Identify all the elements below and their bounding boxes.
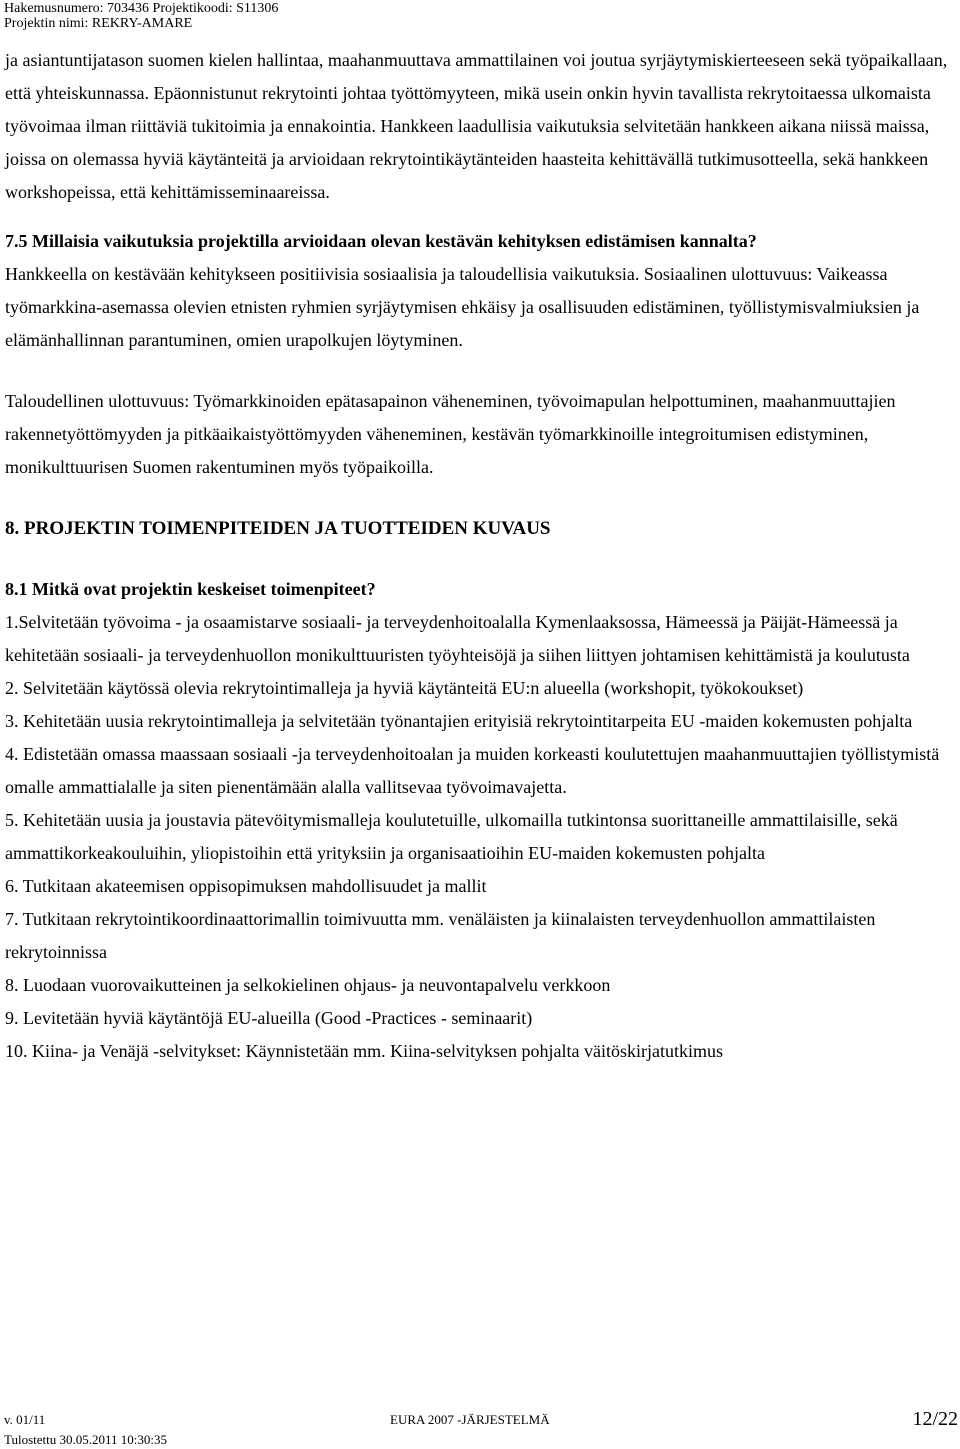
footer-printed-timestamp: Tulostettu 30.05.2011 10:30:35	[4, 1432, 168, 1447]
header-project-name: Projektin nimi: REKRY-AMARE	[4, 16, 193, 31]
document-header	[4, 1, 278, 31]
list-item: 3. Kehitetään uusia rekrytointimalleja ja selvitetään työnantajien erityisiä rekrytointitarpeita EU -maiden kokemusten pohjalta	[5, 711, 913, 731]
actions-list	[5, 606, 955, 1068]
list-item: 7. Tutkitaan rekrytointikoordinaattorimallin toimivuutta mm. venäläisten ja kiinalaisten terveydenhuollon ammattilaisten rekrytoinnissa	[5, 909, 876, 962]
list-item: 4. Edistetään omassa maassaan sosiaali -ja terveydenhoitoalan ja muiden korkeasti koulutettujen maahanmuuttajien työllistymistä omalle ammattialalle ja siten pienentämään alalla vallitsevaa työvoimavajetta.	[5, 744, 940, 797]
document-footer	[4, 1408, 958, 1448]
list-item: 2. Selvitetään käytössä olevia rekrytointimalleja ja hyviä käytänteitä EU:n alueella (workshopit, työkokoukset)	[5, 678, 804, 698]
footer-version: v. 01/11	[4, 1412, 46, 1427]
header-application-info: Hakemusnumero: 703436 Projektikoodi: S11306	[4, 1, 279, 16]
list-item: 1.Selvitetään työvoima - ja osaamistarve sosiaali- ja terveydenhoitoalalla Kymenlaaksossa, Hämeessä ja Päijät-Hämeessä ja kehitetään sosiaali- ja terveydenhuollon monikulttuuristen työyhteisöjä ja siihen liittyen johtamisen kehittämistä ja koulutusta	[5, 612, 910, 665]
section-heading-8: 8. PROJEKTIN TOIMENPITEIDEN JA TUOTTEIDEN KUVAUS	[5, 518, 551, 539]
list-item: 8. Luodaan vuorovaikutteinen ja selkokielinen ohjaus- ja neuvontapalvelu verkkoon	[5, 975, 611, 995]
footer-system-name: EURA 2007 -JÄRJESTELMÄ	[390, 1412, 550, 1427]
document-body	[5, 44, 955, 1068]
list-item: 9. Levitetään hyviä käytäntöjä EU-alueilla (Good -Practices - seminaarit)	[5, 1008, 533, 1028]
section-heading-8-1: 8.1 Mitkä ovat projektin keskeiset toimenpiteet?	[5, 579, 376, 599]
list-item: 5. Kehitetään uusia ja joustavia pätevöitymismalleja koulutetuille, ulkomailla tutkintonsa suorittaneille ammattilaisille, sekä ammattikorkeakouluihin, yliopistoihin että yrityksiin ja organisaatioihin EU-maiden kokemusten pohjalta	[5, 810, 898, 863]
paragraph-economic: Taloudellinen ulottuvuus: Työmarkkinoiden epätasapainon väheneminen, työvoimapulan helpottuminen, maahanmuuttajien rakennetyöttömyyden ja pitkäaikaistyöttömyyden väheneminen, kestävän työmarkkinoille integroitumisen edistyminen, monikulttuurisen Suomen rakentuminen myös työpaikoilla.	[5, 391, 896, 477]
footer-page-number: 12/22	[912, 1408, 958, 1430]
section-heading-7-5: 7.5 Millaisia vaikutuksia projektilla arvioidaan olevan kestävän kehityksen edistämisen kannalta?	[5, 231, 757, 251]
paragraph-impacts: ja asiantuntijatason suomen kielen hallintaa, maahanmuuttava ammattilainen voi joutua syrjäytymiskierteeseen sekä työpaikallaan, että yhteiskunnassa. Epäonnistunut rekrytointi johtaa työttömyyteen, mikä usein onkin hyvin tavallista rekrytoitaessa ulkomaista työvoimaa ilman riittäviä tukitoimia ja ennakointia. Hankkeen laadullisia vaikutuksia selvitetään hankkeen aikana niissä maissa, joissa on olemassa hyviä käytänteitä ja arvioidaan rekrytointikäytänteiden haasteita kehittävällä tutkimusotteella, sekä hankkeen workshopeissa, että kehittämisseminaareissa.	[5, 50, 948, 202]
paragraph-sustainability: Hankkeella on kestävään kehitykseen positiivisia sosiaalisia ja taloudellisia vaikutuksia. Sosiaalinen ulottuvuus: Vaikeassa työmarkkina-asemassa olevien etnisten ryhmien syrjäytymisen ehkäisy ja osallisuuden edistäminen, työllistymisvalmiuksien ja elämänhallinnan parantuminen, omien urapolkujen löytyminen.	[5, 264, 920, 350]
list-item: 10. Kiina- ja Venäjä -selvitykset: Käynnistetään mm. Kiina-selvityksen pohjalta väitöskirjatutkimus	[5, 1041, 724, 1061]
list-item: 6. Tutkitaan akateemisen oppisopimuksen mahdollisuudet ja mallit	[5, 876, 487, 896]
